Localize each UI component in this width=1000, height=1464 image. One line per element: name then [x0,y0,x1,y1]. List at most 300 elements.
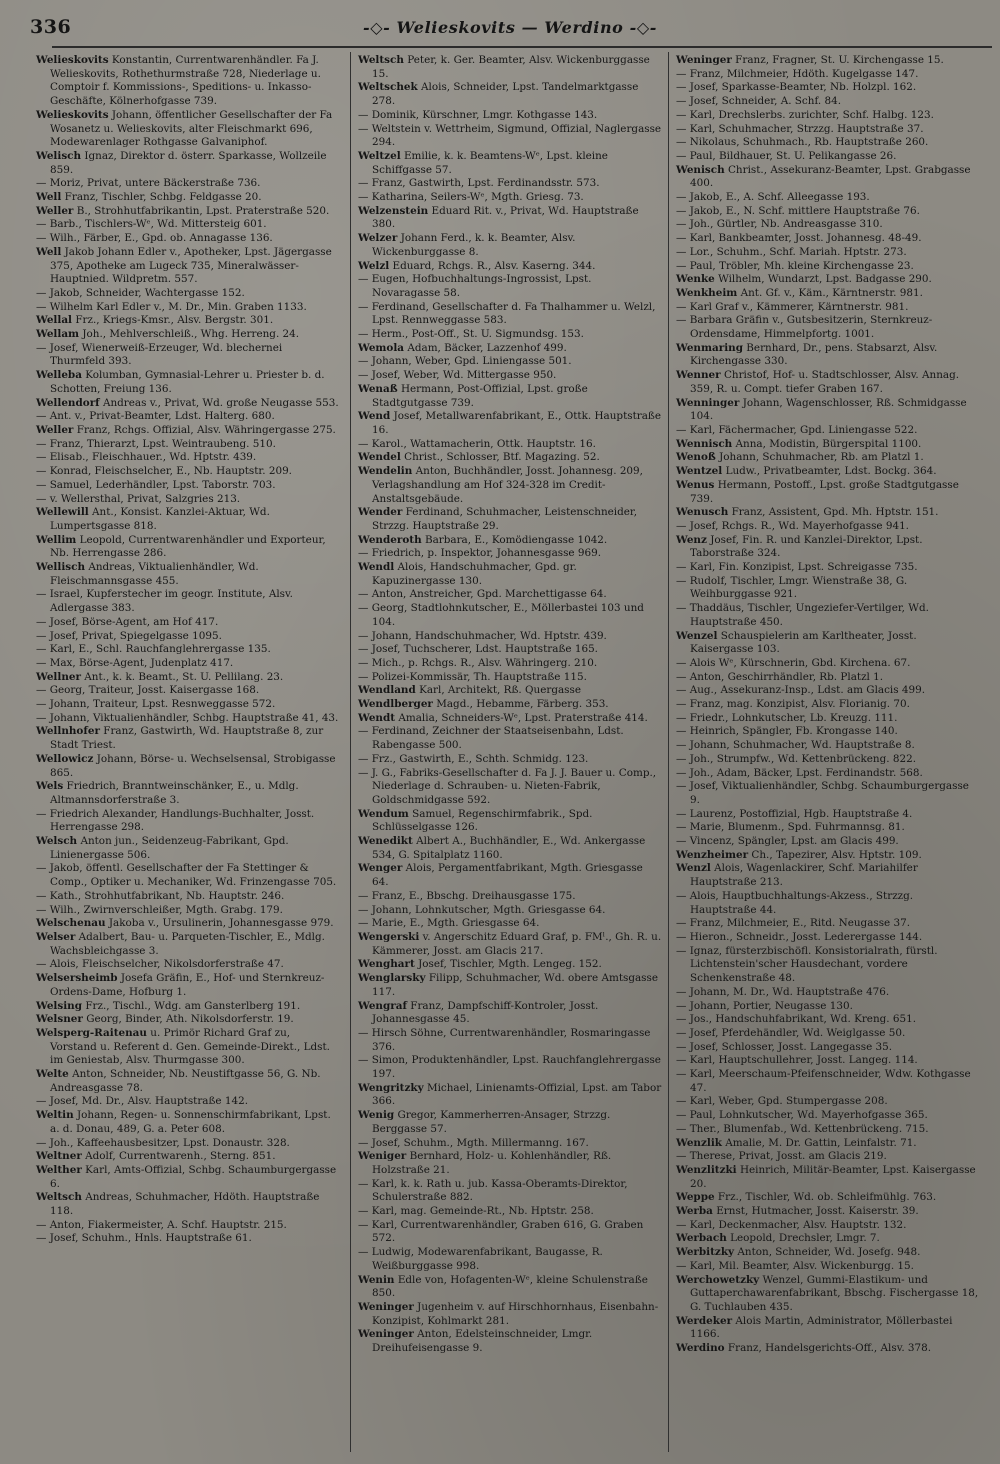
entry-details: Andreas, Viktualienhändler, Wd. Fleischmannsgasse 455. [50,561,259,587]
directory-entry [358,1219,662,1246]
directory-entry [358,534,662,548]
entry-details: — Aug., Assekuranz-Insp., Ldst. am Glacis 499. [676,684,926,697]
directory-entry [358,54,662,81]
directory-entry [358,725,662,752]
directory-entry [36,287,340,301]
directory-entry [358,1027,662,1054]
entry-details: Alois, Pergamentfabrikant, Mgth. Griesgasse 64. [372,862,643,889]
entry-surname: Wendl [358,561,395,574]
directory-entry [676,451,980,465]
directory-entry [676,424,980,438]
directory-entry [36,616,340,630]
entry-details: — Marie, Blumenm., Spd. Fuhrmannsg. 81. [676,821,905,834]
entry-details: Anna, Modistin, Bürgerspital 1100. [735,437,922,450]
entry-details: — Josef, Tuchscherer, Ldst. Hauptstraße 165. [358,643,598,656]
entry-surname: Welieskovits [36,108,109,121]
entry-details: Anton, Edelsteinschneider, Lmgr. Dreihufeisengasse 9. [372,1328,593,1355]
entry-surname: Werbitzky [676,1246,735,1259]
directory-entry [676,931,980,945]
directory-entry [358,451,662,465]
page-number: 336 [30,16,72,38]
directory-entry [36,506,340,533]
entry-details: Ant. Gf. v., Käm., Kärntnerstr. 981. [740,286,923,299]
entry-surname: Wenger [358,862,403,875]
entry-surname: Wendlberger [358,698,433,711]
entry-surname: Werba [676,1205,713,1218]
entry-details: — Karl, Fin. Konzipist, Lpst. Schreigasse 735. [676,561,918,574]
directory-entry [36,369,340,396]
entry-surname: Wenoß [676,451,716,464]
directory-entry [676,205,980,219]
directory-entry [36,780,340,807]
directory-entry [358,698,662,712]
entry-details: Alois, Schneider, Lpst. Tandelmarktgasse 278. [372,81,639,108]
entry-details: — Johann, Viktualienhändler, Schbg. Hauptstraße 41, 43. [36,711,339,724]
entry-surname: Weninger [676,54,732,66]
directory-entry [676,369,980,396]
entry-surname: Wengritzky [358,1081,424,1094]
entry-details: — Barbara Gräfin v., Gutsbesitzerin, Sternkreuz-Ordensdame, Himmelpfortg. 1001. [676,314,933,341]
directory-entry [358,931,662,958]
directory-entry [36,150,340,177]
directory-entry [36,698,340,712]
entry-details: — Karl, mag. Gemeinde-Rt., Nb. Hptstr. 258. [358,1205,594,1218]
entry-details: Frz., Kriegs-Kmsr., Alsv. Bergstr. 301. [75,314,274,327]
entry-surname: Wender [358,506,403,519]
entry-details: — Jakob, Schneider, Wachtergasse 152. [36,286,245,299]
entry-surname: Wenkheim [676,286,738,299]
header-rule [52,46,992,48]
entry-surname: Wellim [36,533,77,546]
entry-details: — Barb., Tischlers-Wᵉ, Wd. Mittersteig 601. [36,218,267,231]
entry-surname: Wenzl [676,862,711,875]
entry-surname: Weltschek [358,81,418,94]
entry-details: Anton, Schneider, Wd. Josefg. 948. [737,1246,921,1259]
entry-surname: Werdeker [676,1314,733,1327]
directory-entry [358,81,662,108]
directory-entry [36,630,340,644]
entry-details: u. Primör Richard Graf zu, Vorstand u. Referent d. Gen. Gemeinde-Direkt., Ldst. im Geniestab, Alsv. Thurmgasse 300. [50,1026,330,1067]
entry-details: — Johann, Handschuhmacher, Wd. Hptstr. 439. [358,629,607,642]
directory-entry [358,630,662,644]
directory-entry [36,465,340,479]
entry-surname: Wellner [36,670,81,683]
directory-entry [676,1095,980,1109]
directory-entry [358,602,662,629]
directory-entry [358,1246,662,1273]
directory-entry [358,1301,662,1328]
directory-entry [36,205,340,219]
entry-details: — Paul, Bildhauer, St. U. Pelikangasse 26. [676,149,897,162]
entry-details: Alois, Handschuhmacher, Gpd. gr. Kapuzinergasse 130. [372,561,577,587]
entry-surname: Welsch [36,835,78,848]
entry-details: — Israel, Kupferstecher im geogr. Institute, Alsv. Adlergasse 383. [36,588,293,615]
directory-entry [36,479,340,493]
directory-entry [676,575,980,602]
directory-entry [676,287,980,301]
entry-details: — Joh., Gürtler, Nb. Andreasgasse 310. [676,218,883,231]
directory-entry [676,849,980,863]
entry-details: Amalia, Schneiders-Wᵉ, Lpst. Praterstraße 414. [398,711,648,724]
entry-details: — Nikolaus, Schuhmach., Rb. Hauptstraße 260. [676,136,929,149]
directory-entry [358,150,662,177]
directory-entry [36,1232,340,1246]
directory-entry [676,534,980,561]
entry-surname: Wenghart [358,958,415,971]
directory-entry [358,355,662,369]
directory-entry [676,397,980,424]
directory-entry [36,1027,340,1068]
entry-details: — Friedrich Alexander, Handlungs-Buchhalter, Josst. Herrengasse 298. [36,807,315,834]
directory-entry [676,232,980,246]
entry-details: — Josef, Weber, Wd. Mittergasse 950. [358,369,557,382]
entry-details: — Max, Börse-Agent, Judenplatz 417. [36,656,234,669]
entry-details: Emilie, k. k. Beamtens-Wᵉ, Lpst. kleine Schiffgasse 57. [372,149,608,176]
entry-details: — Franz, mag. Konzipist, Alsv. Florianig. 70. [676,698,910,711]
entry-details: Karl, Architekt, Rß. Quergasse [419,684,581,697]
directory-entry [36,671,340,685]
entry-details: — Georg, Traiteur, Josst. Kaisergasse 168. [36,684,260,697]
directory-entry [358,684,662,698]
directory-entry [36,493,340,507]
entry-surname: Welther [36,1163,82,1176]
directory-entry [676,150,980,164]
directory-entry [676,342,980,369]
entry-details: Frz., Tischler, Wd. ob. Schleifmühlg. 763. [717,1191,937,1204]
entry-surname: Wels [36,780,64,793]
directory-entry [36,232,340,246]
directory-entry [36,438,340,452]
entry-surname: Wenzlitzki [676,1163,737,1176]
entry-details: Frz., Tischl., Wdg. am Gansterlberg 191. [85,999,301,1012]
directory-entry [676,1027,980,1041]
entry-details: Wenzel, Gummi-Elastikum- und Guttaperchawarenfabrikant, Bbschg. Fischergasse 18, G. Tuchlauben 435. [690,1273,979,1313]
directory-entry [358,547,662,561]
directory-entry [358,657,662,671]
entry-surname: Weltsch [36,1191,82,1204]
entry-surname: Wendelin [358,465,413,478]
directory-entry [36,808,340,835]
directory-entry [36,246,340,287]
directory-entry [676,808,980,822]
entry-details: — Johann, Weber, Gpd. Liniengasse 501. [358,355,572,368]
entry-details: — Wilhelm Karl Edler v., M. Dr., Min. Graben 1133. [36,300,307,313]
directory-entry [358,383,662,410]
directory-entry [676,136,980,150]
entry-surname: Welsperg-Raitenau [36,1026,147,1039]
entry-details: — Karl, Mil. Beamter, Alsv. Wickenburgg. 15. [676,1259,914,1272]
directory-entry [36,753,340,780]
directory-entry [358,410,662,437]
entry-details: Johann, Börse- u. Wechselsensal, Strobigasse 865. [50,752,336,779]
entry-details: — Karl, k. k. Rath u. jub. Kassa-Oberamts-Direktor, Schulerstraße 882. [358,1177,628,1204]
entry-details: Ch., Tapezirer, Alsv. Hptstr. 109. [751,848,922,861]
entry-surname: Wellowicz [36,752,94,765]
entry-details: — Kath., Strohhutfabrikant, Nb. Hauptstr. 246. [36,889,285,902]
directory-entry [358,753,662,767]
directory-entry [676,68,980,82]
directory-entry [676,1191,980,1205]
entry-details: — Joh., Strumpfw., Wd. Kettenbrückeng. 822. [676,752,917,765]
entry-details: — Karl, Currentwarenhändler, Graben 616, G. Graben 572. [358,1218,644,1245]
directory-entry [36,1219,340,1233]
directory-entry [36,1191,340,1218]
directory-entry [358,465,662,506]
entry-details: — Elisab., Fleischhauer., Wd. Hptstr. 439. [36,451,257,464]
entry-surname: Weltzel [358,149,401,162]
directory-entry [358,1150,662,1177]
directory-entry [676,1054,980,1068]
entry-details: Gregor, Kammerherren-Ansager, Strzzg. Berggasse 57. [372,1109,611,1135]
entry-details: — Johann, Schuhmacher, Wd. Hauptstraße 8. [676,739,915,752]
directory-entry [358,1178,662,1205]
entry-details: Peter, k. Ger. Beamter, Alsv. Wickenburggasse 15. [372,54,650,80]
directory-entry [676,1246,980,1260]
entry-details: Josefa Gräfin, E., Hof- und Sternkreuz-Ordens-Dame, Hofburg 1. [50,972,325,998]
entry-details: Magd., Hebamme, Färberg. 353. [436,698,609,711]
directory-entry [676,246,980,260]
directory-entry [358,1109,662,1136]
directory-entry [676,95,980,109]
directory-entry [358,232,662,259]
entry-details: — Hieron., Schneidr., Josst. Lederergasse 144. [676,931,923,943]
directory-entry [676,1109,980,1123]
entry-details: Andreas v., Privat, Wd. große Neugasse 553. [102,396,339,409]
entry-surname: Weninger [358,1328,414,1341]
entry-surname: Wellisch [36,561,86,574]
entry-details: — Alois, Hauptbuchhaltungs-Akzess., Strzzg. Hauptstraße 44. [676,889,914,916]
entry-details: — Joh., Adam, Bäcker, Lpst. Ferdinandstr. 568. [676,766,923,779]
directory-entry [358,328,662,342]
entry-details: Christ., Assekuranz-Beamter, Lpst. Grabgasse 400. [690,163,971,190]
directory-entry [36,397,340,411]
entry-surname: Wenedikt [358,835,413,848]
directory-entry [358,1000,662,1027]
entry-details: — Laurenz, Postoffizial, Hgb. Hauptstraße 4. [676,807,913,820]
directory-entry [676,1000,980,1014]
entry-details: — Friedrich, p. Inspektor, Johannesgasse 969. [358,547,602,560]
directory-entry [676,1342,980,1356]
directory-entry [676,890,980,917]
entry-details: — Ignaz, fürsterzbischöfl. Konsistorialrath, fürstl. Lichtenstein'scher Hausdechant, vordere Schenkenstraße 48. [676,944,938,985]
directory-entry [358,123,662,150]
directory-entry [358,273,662,300]
entry-details: — Dominik, Kürschner, Lmgr. Kothgasse 143. [358,108,598,121]
directory-entry [358,1082,662,1109]
directory-entry [36,218,340,232]
directory-entry [676,657,980,671]
entry-details: — J. G., Fabriks-Gesellschafter d. Fa J. J. Bauer u. Comp., Niederlage d. Schrauben- u. Nieten-Fabrik, Goldschmidgasse 592. [358,766,657,806]
directory-entry [676,506,980,520]
entry-surname: Weller [36,204,74,217]
directory-entry [358,301,662,328]
directory-entry [676,438,980,452]
directory-entry [676,1219,980,1233]
entry-surname: Wengerski [358,931,420,943]
directory-entry [36,1095,340,1109]
entry-details: Franz, Tischler, Schbg. Feldgasse 20. [64,191,262,204]
entry-details: — Josef, Schneider, A. Schf. 84. [676,95,842,108]
entry-surname: Wend [358,410,391,423]
directory-entry [676,81,980,95]
entry-details: Josef, Metallwarenfabrikant, E., Ottk. Hauptstraße 16. [372,410,662,436]
directory-entry [36,301,340,315]
entry-details: Eduard Rit. v., Privat, Wd. Hauptstraße 380. [372,204,639,231]
directory-entry [358,643,662,657]
entry-details: Ant., k. k. Beamt., St. U. Pellilang. 23. [84,670,284,683]
directory-entry [676,260,980,274]
entry-details: Eduard, Rchgs. R., Alsv. Kaserng. 344. [392,259,596,272]
entry-surname: Welzenstein [358,204,429,217]
entry-details: Konstantin, Currentwarenhändler. Fa J. Welieskovits, Rothethurmstraße 728, Niederlage u. Comptoir f. Kommissions-, Speditions- u. Inkasso-Geschäfte, Kölnerhofgasse 739. [50,54,321,108]
directory-entry [676,301,980,315]
entry-details: — Ant. v., Privat-Beamter, Ldst. Halterg. 680. [36,410,275,423]
entry-details: — Lor., Schuhm., Schf. Mariah. Hptstr. 273. [676,245,907,258]
directory-entry [676,1164,980,1191]
directory-entry [358,506,662,533]
entry-details: Leopold, Currentwarenhändler und Exporteur, Nb. Herrengasse 286. [50,533,326,560]
entry-details: Andreas, Schuhmacher, Hdöth. Hauptstraße 118. [50,1191,320,1218]
directory-entry [36,684,340,698]
directory-entry [676,712,980,726]
directory-entry [358,890,662,904]
entry-details: — Simon, Produktenhändler, Lpst. Rauchfanglehrergasse 197. [358,1054,661,1081]
entry-details: — Katharina, Seilers-Wᵉ, Mgth. Griesg. 73. [358,191,584,204]
directory-entry [36,725,340,752]
directory-entry [676,1041,980,1055]
entry-details: Anton, Schneider, Nb. Neustiftgasse 56, G. Nb. Andreasgasse 78. [50,1068,321,1094]
directory-entry [676,862,980,889]
entry-details: Jakob Johann Edler v., Apotheker, Lpst. Jägergasse 375, Apotheke am Lugeck 735, Mineralwässer-Hauptnied. Wildpretm. 557. [50,245,332,286]
directory-entry [358,561,662,588]
directory-entry [676,698,980,712]
directory-entry [358,588,662,602]
entry-details: — Josef, Md. Dr., Alsv. Hauptstraße 142. [36,1095,249,1108]
entry-details: Franz, Fragner, St. U. Kirchengasse 15. [735,54,944,66]
entry-details: Adam, Bäcker, Lazzenhof 499. [407,341,567,354]
entry-details: — Karl, Bankbeamter, Josst. Johannesg. 48-49. [676,232,922,245]
entry-details: — Samuel, Lederhändler, Lpst. Taborstr. 703. [36,478,276,491]
entry-details: Ignaz, Direktor d. österr. Sparkasse, Wollzeile 859. [50,149,327,176]
entry-details: Wilhelm, Wundarzt, Lpst. Badgasse 290. [718,273,932,286]
directory-entry [676,1260,980,1274]
entry-details: — Anton, Fiakermeister, A. Schf. Hauptstr. 215. [36,1218,287,1231]
entry-surname: Welsing [36,999,82,1012]
entry-details: — Wilh., Färber, E., Gpd. ob. Annagasse 136. [36,232,273,245]
directory-entry [36,424,340,438]
directory-entry [36,314,340,328]
directory-entry [358,671,662,685]
directory-entry [36,1000,340,1014]
entry-details: — Hirsch Söhne, Currentwarenhändler, Rosmaringasse 376. [358,1026,651,1053]
entry-surname: Well [36,191,62,204]
entry-details: — Polizei-Kommissär, Th. Hauptstraße 115. [358,670,587,683]
entry-details: — Alois, Fleischselcher, Nikolsdorferstraße 47. [36,958,284,971]
entry-details: — v. Wellersthal, Privat, Salzgries 213. [36,492,241,505]
entry-details: Christof, Hof- u. Stadtschlosser, Alsv. Annag. 359, R. u. Compt. tiefer Graben 167. [690,369,960,395]
entry-surname: Welieskovits [36,54,109,66]
directory-entry [676,218,980,232]
entry-details: — Franz, E., Bbschg. Dreihausgasse 175. [358,889,576,902]
entry-details: Joh., Mehlverschleiß., Whg. Herreng. 24. [82,328,300,341]
entry-surname: Wenninger [676,396,740,409]
entry-details: — Josef, Wienerweiß-Erzeuger, Wd. blechernei Thurmfeld 393. [36,341,283,368]
entry-details: — Jakob, öffentl. Gesellschafter der Fa Stettinger & Comp., Optiker u. Mechaniker, Wd. Frinzengasse 705. [36,862,337,889]
directory-entry [36,410,340,424]
directory-entry [36,191,340,205]
directory-entry [676,602,980,629]
directory-column-2 [358,54,662,1356]
directory-entry [36,1013,340,1027]
entry-details: — Ther., Blumenfab., Wd. Kettenbrückeng. 715. [676,1122,929,1135]
directory-entry [676,191,980,205]
entry-details: Johann, Schuhmacher, Rb. am Platzl 1. [719,451,924,464]
entry-details: Amalie, M. Dr. Gattin, Leinfalstr. 71. [725,1136,917,1149]
directory-entry [676,684,980,698]
directory-entry [358,342,662,356]
entry-details: Alois, Wagenlackirer, Schf. Mariahilfer Hauptstraße 213. [690,862,918,889]
directory-entry [358,767,662,808]
entry-details: B., Strohhutfabrikantin, Lpst. Praterstraße 520. [76,204,330,217]
entry-details: — Josef, Viktualienhändler, Schbg. Schaumburgergasse 9. [676,780,969,806]
entry-surname: Well [36,245,62,258]
entry-details: — Alois Wᵉ, Kürschnerin, Gbd. Kirchena. 67. [676,656,911,669]
directory-entry [36,917,340,931]
entry-details: Franz, Handelsgerichts-Off., Alsv. 378. [727,1342,932,1355]
entry-surname: Wenusch [676,506,729,519]
entry-details: Schauspielerin am Karltheater, Josst. Kaisergasse 103. [690,629,917,656]
entry-details: — Karl, Deckenmacher, Alsv. Hauptstr. 132. [676,1218,907,1231]
entry-details: v. Angerschitz Eduard Graf, p. FMˡ., Gh. R. u. Kämmerer, Josst. am Glacis 217. [372,931,662,957]
entry-details: — Weltstein v. Wettrheim, Sigmund, Offizial, Naglergasse 294. [358,122,662,149]
entry-details: — Josef, Privat, Spiegelgasse 1095. [36,629,222,642]
entry-details: — Joh., Kaffeehausbesitzer, Lpst. Donaustr. 328. [36,1136,290,1149]
directory-entry [676,753,980,767]
entry-surname: Wellewill [36,506,89,519]
entry-details: Michael, Linienamts-Offizial, Lpst. am Tabor 366. [372,1081,662,1108]
entry-details: Karl, Amts-Offizial, Schbg. Schaumburgergasse 6. [50,1163,337,1190]
entry-details: — Herm., Post-Off., St. U. Sigmundsg. 153. [358,328,584,341]
entry-details: Josef, Tischler, Mgth. Lengeg. 152. [418,958,602,971]
directory-entry [676,109,980,123]
running-head: -◇- Welieskovits — Werdino -◇- [362,18,657,37]
entry-details: Franz, Rchgs. Offizial, Alsv. Währingergasse 275. [76,423,336,436]
directory-entry [36,643,340,657]
entry-details: Johann, Wagenschlosser, Rß. Schmidgasse 104. [690,396,967,423]
entry-details: — Konrad, Fleischselcher, E., Nb. Hauptstr. 209. [36,465,292,478]
entry-details: — Ludwig, Modewarenfabrikant, Baugasse, R. Weißburggasse 998. [358,1246,603,1272]
entry-details: Jakoba v., Ursulinerin, Johannesgasse 979. [108,917,334,930]
directory-entry [676,465,980,479]
entry-surname: Weltner [36,1150,82,1163]
entry-surname: Wenin [358,1273,395,1286]
entry-details: — Jos., Handschuhfabrikant, Wd. Kreng. 651. [676,1013,917,1026]
directory-entry [36,1068,340,1095]
entry-details: — Josef, Rchgs. R., Wd. Mayerhofgasse 941. [676,519,909,532]
entry-details: — Therese, Privat, Josst. am Glacis 219. [676,1150,887,1163]
entry-details: Edle von, Hofagenten-Wᵉ, kleine Schulenstraße 850. [372,1273,648,1300]
directory-entry [36,931,340,958]
directory-entry [676,314,980,341]
entry-details: — Johann, Lohnkutscher, Mgth. Griesgasse 64. [358,903,606,916]
entry-details: Friedrich, Branntweinschänker, E., u. Mdlg. Altmannsdorferstraße 3. [50,780,299,806]
directory-entry [358,205,662,232]
entry-details: — Anton, Geschirrhändler, Rb. Platzl 1. [676,670,884,683]
entry-surname: Wenig [358,1109,395,1122]
entry-details: — Paul, Tröbler, Mh. kleine Kirchengasse 23. [676,259,914,272]
directory-entry [676,725,980,739]
entry-details: — Karl, Fächermacher, Gpd. Liniengasse 522. [676,423,918,436]
